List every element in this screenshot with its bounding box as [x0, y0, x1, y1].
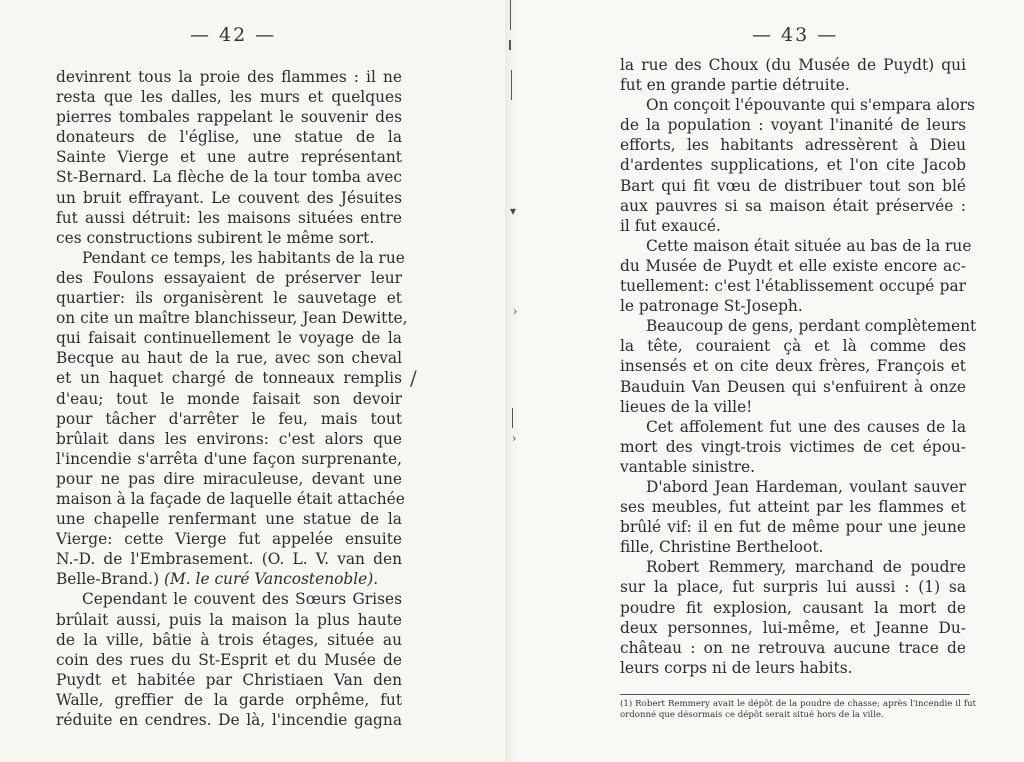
- text-line-content: Bart qui fit vœu de distribuer tout son blé: [620, 176, 966, 195]
- text-line: [620, 216, 966, 236]
- text-line: [56, 368, 402, 388]
- text-line-content: St-Bernard. La flèche de la tour tomba avec: [56, 168, 402, 187]
- text-line-content: pierres tombales rappelant le souvenir des: [56, 108, 402, 127]
- text-line: [620, 577, 966, 597]
- text-line: [56, 389, 402, 409]
- gutter-mark: [512, 408, 513, 428]
- text-line: [56, 670, 402, 690]
- handwritten-note: (M. le curé Vancostenoble).: [163, 570, 379, 589]
- text-line-content: ses meubles, fut atteint par les flammes et: [620, 498, 966, 517]
- text-line: [56, 288, 402, 308]
- text-line-content: le patronage St-Joseph.: [620, 297, 803, 316]
- text-line: [620, 377, 966, 397]
- text-line: [620, 115, 966, 135]
- text-line-content: Becque au haut de la rue, avec son cheval: [56, 349, 402, 368]
- text-line-content: N.-D. de l'Embrasement. (O. L. V. van den: [56, 550, 402, 569]
- text-line: [56, 268, 402, 288]
- text-line: [56, 489, 405, 509]
- text-line: [56, 630, 402, 650]
- gutter-mark: [510, 0, 511, 30]
- text-line-content: Beaucoup de gens, perdant complètement: [646, 317, 977, 336]
- book-gutter: [505, 0, 519, 762]
- left-page-number: — 42 —: [190, 24, 277, 46]
- text-line-content: Pendant ce temps, les habitants de la rue: [82, 248, 405, 267]
- text-line: [620, 557, 966, 577]
- gutter-mark: [509, 40, 511, 50]
- text-line-content: deux personnes, lui-même, et Jeanne Du-: [620, 618, 966, 637]
- text-line: [56, 167, 402, 187]
- text-line: [56, 429, 402, 449]
- text-line: [620, 135, 966, 155]
- text-line: [620, 356, 966, 376]
- text-line: [620, 316, 977, 336]
- text-line: [620, 236, 972, 256]
- text-line: [620, 397, 966, 417]
- text-line-content: château : on ne retrouva aucune trace de: [620, 638, 966, 657]
- gutter-mark: [511, 70, 512, 100]
- text-line-content: d'eau; tout le monde faisait son devoir: [56, 389, 402, 408]
- text-line-content: fut en grande partie détruite.: [620, 76, 850, 95]
- text-line-content: D'abord Jean Hardeman, voulant sauver: [646, 477, 966, 496]
- text-line: [620, 477, 966, 497]
- text-line-content: aux pauvres si sa maison était préservée :: [620, 196, 966, 215]
- text-line-content: la tête, couraient çà et là comme des: [620, 337, 966, 356]
- text-line: [56, 228, 402, 248]
- text-line-content: il fut exaucé.: [620, 216, 721, 235]
- text-line: [620, 75, 966, 95]
- text-line: [56, 449, 402, 469]
- text-line: [620, 517, 966, 537]
- text-line: [620, 618, 966, 638]
- text-line-content: ces constructions subirent le même sort.: [56, 228, 375, 247]
- text-line-content: des Foulons essayaient de préserver leur: [56, 268, 402, 287]
- text-line: [56, 710, 402, 730]
- text-line-content: Puydt et habitée par Christiaen Van den: [56, 670, 402, 689]
- text-line: [56, 208, 402, 228]
- text-line-content: la rue des Choux (du Musée de Puydt) qui: [620, 56, 966, 74]
- right-page-number: — 43 —: [752, 24, 839, 46]
- text-line-content: donateurs de l'église, une statue de la: [56, 128, 402, 147]
- text-line-content: brûlait dans les environs: c'est alors que: [56, 429, 402, 448]
- text-line-content: vantable sinistre.: [620, 457, 756, 476]
- text-line: [620, 296, 966, 316]
- text-line-content: lieues de la ville!: [620, 397, 753, 416]
- text-line-content: insensés et on cite deux frères, François et: [620, 357, 966, 376]
- text-line: [620, 256, 966, 276]
- text-line: [56, 348, 402, 368]
- text-line-content: Walle, greffier de la garde orphême, fut: [56, 690, 402, 709]
- text-line: [56, 409, 402, 429]
- text-line-content: brûlait aussi, puis la maison la plus haute: [56, 610, 402, 629]
- text-line: [620, 55, 966, 75]
- right-page-text: [620, 55, 977, 678]
- stray-mark: ›: [512, 432, 517, 445]
- text-line: [56, 549, 402, 569]
- text-line: [56, 87, 402, 107]
- text-line-content: quartier: ils organisèrent le sauvetage et: [56, 289, 402, 308]
- text-line: [56, 188, 402, 208]
- text-line: [620, 417, 966, 437]
- text-line-content: réduite en cendres. De là, l'incendie gagna: [56, 711, 402, 729]
- text-line-content: tuellement: c'est l'établissement occupé par: [620, 277, 966, 296]
- text-line: [620, 457, 966, 477]
- text-line: [56, 147, 402, 167]
- text-line-content: efforts, les habitants adressèrent à Dieu: [620, 136, 966, 155]
- text-line: [56, 569, 402, 589]
- text-line-content: pour ne pas dire miraculeuse, devant une: [56, 469, 402, 488]
- text-line: [620, 638, 966, 658]
- text-line-content: et un haquet chargé de tonneaux remplis: [56, 369, 402, 388]
- text-line-content: de la ville, bâtie à trois étages, située au: [56, 630, 402, 649]
- text-line-content: leurs corps ni de leurs habits.: [620, 658, 853, 677]
- text-line-content: poudre fit explosion, causant la mort de: [620, 598, 966, 617]
- text-line: [56, 610, 402, 630]
- text-line-content: mort des vingt-trois victimes de cet épou-: [620, 437, 966, 456]
- text-line-content: Cet affolement fut une des causes de la: [646, 417, 966, 436]
- text-line: [56, 67, 402, 87]
- text-line: [56, 328, 402, 348]
- text-line-content: Cette maison était située au bas de la rue: [646, 236, 972, 255]
- text-line-content: maison à la façade de laquelle était attachée: [56, 489, 405, 508]
- text-line: [620, 95, 975, 115]
- text-line-content: Bauduin Van Deusen qui s'enfuirent à onze: [620, 377, 966, 396]
- text-line-content: pour tâcher d'arrêter le feu, mais tout: [56, 409, 402, 428]
- text-line-content: Robert Remmery, marchand de poudre: [646, 558, 966, 577]
- stray-mark: ▾: [510, 204, 517, 218]
- text-line: [620, 537, 966, 557]
- left-page-text: [56, 67, 408, 730]
- text-line: [620, 176, 966, 196]
- text-line-content: fut aussi détruit: les maisons situées entre: [56, 208, 402, 227]
- text-line: [620, 155, 966, 175]
- text-line-content: de la population : voyant l'inanité de leurs: [620, 116, 966, 135]
- text-line: [56, 469, 402, 489]
- text-line-content: fille, Christine Bertheloot.: [620, 538, 824, 557]
- text-line-content: du Musée de Puydt et elle existe encore ac-: [620, 256, 966, 275]
- text-line: [56, 529, 402, 549]
- text-line-content: d'ardentes supplications, et l'on cite Jacob: [620, 156, 966, 175]
- text-line: [620, 598, 966, 618]
- text-line-content: Belle-Brand.): [56, 570, 164, 589]
- text-line-content: qui faisait continuellement le voyage de la: [56, 329, 402, 348]
- text-line-content: Sainte Vierge et une autre représentant: [56, 148, 402, 167]
- text-line: [56, 248, 405, 268]
- text-line: [620, 497, 966, 517]
- text-line: [620, 336, 966, 356]
- text-line-content: une chapelle renfermant une statue de la: [56, 510, 402, 529]
- text-line-content: un bruit effrayant. Le couvent des Jésuites: [56, 188, 402, 207]
- text-line-content: devinrent tous la proie des flammes : il ne: [56, 68, 402, 86]
- text-line-content: On conçoit l'épouvante qui s'empara alors: [646, 96, 975, 115]
- text-line: [56, 690, 402, 710]
- text-line: [56, 650, 402, 670]
- text-line-content: sur la place, fut surpris lui aussi : (1) sa: [620, 578, 966, 597]
- text-line-content: l'incendie s'arrêta d'une façon surprenante,: [56, 449, 402, 468]
- text-line: [620, 276, 966, 296]
- text-line: [56, 127, 402, 147]
- text-line: [620, 196, 966, 216]
- pencil-mark: /: [410, 366, 417, 390]
- text-line-content: coin des rues du St-Esprit et du Musée de: [56, 650, 402, 669]
- text-line-content: Vierge: cette Vierge fut appelée ensuite: [56, 530, 402, 549]
- text-line: [56, 308, 408, 328]
- footnote-rule: [620, 694, 970, 695]
- text-line: [56, 107, 402, 127]
- text-line: [56, 509, 402, 529]
- text-line: [620, 658, 966, 678]
- text-line-content: resta que les dalles, les murs et quelques: [56, 88, 402, 107]
- text-line: [620, 437, 966, 457]
- text-line-content: Cependant le couvent des Sœurs Grises: [82, 590, 402, 609]
- text-line: [56, 589, 402, 609]
- text-line-content: brûlé vif: il en fut de même pour une jeune: [620, 518, 966, 537]
- text-line-content: on cite un maître blanchisseur, Jean Dewitte,: [56, 309, 408, 328]
- footnote: (1) Robert Remmery avait le dépôt de la poudre de chasse; après l'incendie il fut ordonné que désormais ce dépôt serait situé hors de la ville.: [620, 699, 976, 720]
- stray-mark: ›: [513, 305, 518, 318]
